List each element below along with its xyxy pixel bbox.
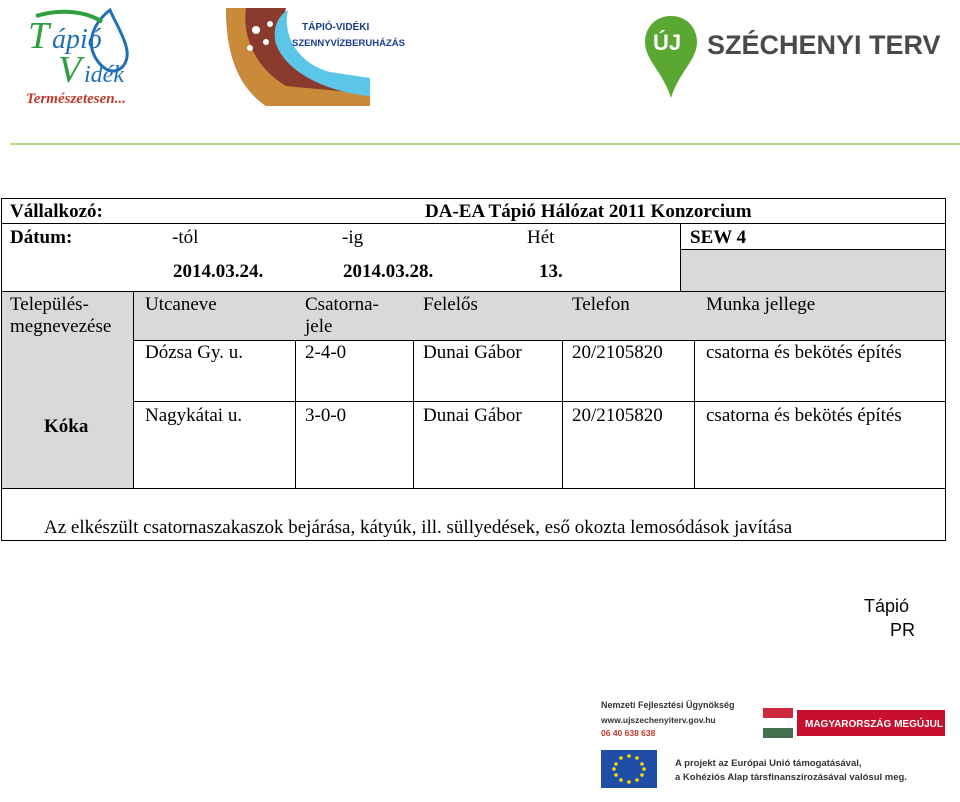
row-2-responsible: Dunai Gábor <box>423 405 522 426</box>
work-note: Az elkészült csatornaszakaszok bejárása, kátyúk, ill. süllyedések, eső okozta lemosódások javítása <box>44 517 793 538</box>
row-2-street: Nagykátai u. <box>145 405 243 426</box>
svg-text:06 40 638 638: 06 40 638 638 <box>601 728 656 738</box>
row-1-channel: 2-4-0 <box>305 342 347 363</box>
column-header-work: Munka jellege <box>706 294 816 315</box>
svg-text:SZENNYVÍZBERUHÁZÁS: SZENNYVÍZBERUHÁZÁS <box>292 38 405 49</box>
svg-text:ÚJ: ÚJ <box>653 30 682 55</box>
row-1-street: Dózsa Gy. u. <box>145 342 243 363</box>
week-number: 13. <box>539 261 563 282</box>
column-header-channel: Csatorna- jele <box>305 294 379 337</box>
svg-text:T: T <box>28 15 50 57</box>
column-header-settlement: Település- megnevezése <box>10 294 112 337</box>
column-header-responsible: Felelős <box>423 294 478 315</box>
week-label: Hét <box>527 227 555 248</box>
svg-text:a Kohéziós Alap társfinanszíro: a Kohéziós Alap társfinanszírozásával valósul meg. <box>675 772 907 783</box>
row-1-responsible: Dunai Gábor <box>423 342 522 363</box>
svg-text:ápió: ápió <box>52 24 102 55</box>
eu-funding-footer <box>585 686 957 798</box>
svg-text:MAGYARORSZÁG MEGÚJUL: MAGYARORSZÁG MEGÚJUL <box>805 719 943 730</box>
tapio-pr-label: Tápió PR <box>864 596 916 640</box>
contractor-value: DA-EA Tápió Hálózat 2011 Konzorcium <box>425 201 752 222</box>
column-header-phone: Telefon <box>572 294 630 315</box>
svg-text:V: V <box>58 49 82 91</box>
settlement-name: Kóka <box>44 416 89 437</box>
svg-text:idék: idék <box>84 62 124 88</box>
svg-text:SZÉCHENYI TERV: SZÉCHENYI TERV <box>707 30 941 60</box>
row-1-work: csatorna és bekötés építés <box>706 342 902 363</box>
to-date: 2014.03.28. <box>343 261 434 282</box>
from-date: 2014.03.24. <box>173 261 264 282</box>
contractor-label: Vállalkozó: <box>10 201 103 222</box>
svg-text:www.ujszechenyiterv.gov.hu: www.ujszechenyiterv.gov.hu <box>601 715 716 725</box>
svg-text:TÁPIÓ-VIDÉKI: TÁPIÓ-VIDÉKI <box>302 22 370 33</box>
project-code: SEW 4 <box>690 227 747 248</box>
row-2-channel: 3-0-0 <box>305 405 347 426</box>
date-label: Dátum: <box>10 227 73 248</box>
svg-text:Nemzeti Fejlesztési Ügynökség: Nemzeti Fejlesztési Ügynökség <box>601 700 735 710</box>
row-2-work: csatorna és bekötés építés <box>706 405 902 426</box>
from-label: -tól <box>172 227 199 248</box>
svg-text:Természetesen...: Természetesen... <box>26 91 126 107</box>
svg-text:A projekt az Európai Unió támo: A projekt az Európai Unió támogatásával, <box>675 758 862 769</box>
to-label: -ig <box>342 227 364 248</box>
eu-flag-icon <box>601 750 657 788</box>
row-2-phone: 20/2105820 <box>572 405 663 426</box>
hungary-flag-icon <box>763 708 793 738</box>
row-1-phone: 20/2105820 <box>572 342 663 363</box>
column-header-street: Utcaneve <box>145 294 217 315</box>
